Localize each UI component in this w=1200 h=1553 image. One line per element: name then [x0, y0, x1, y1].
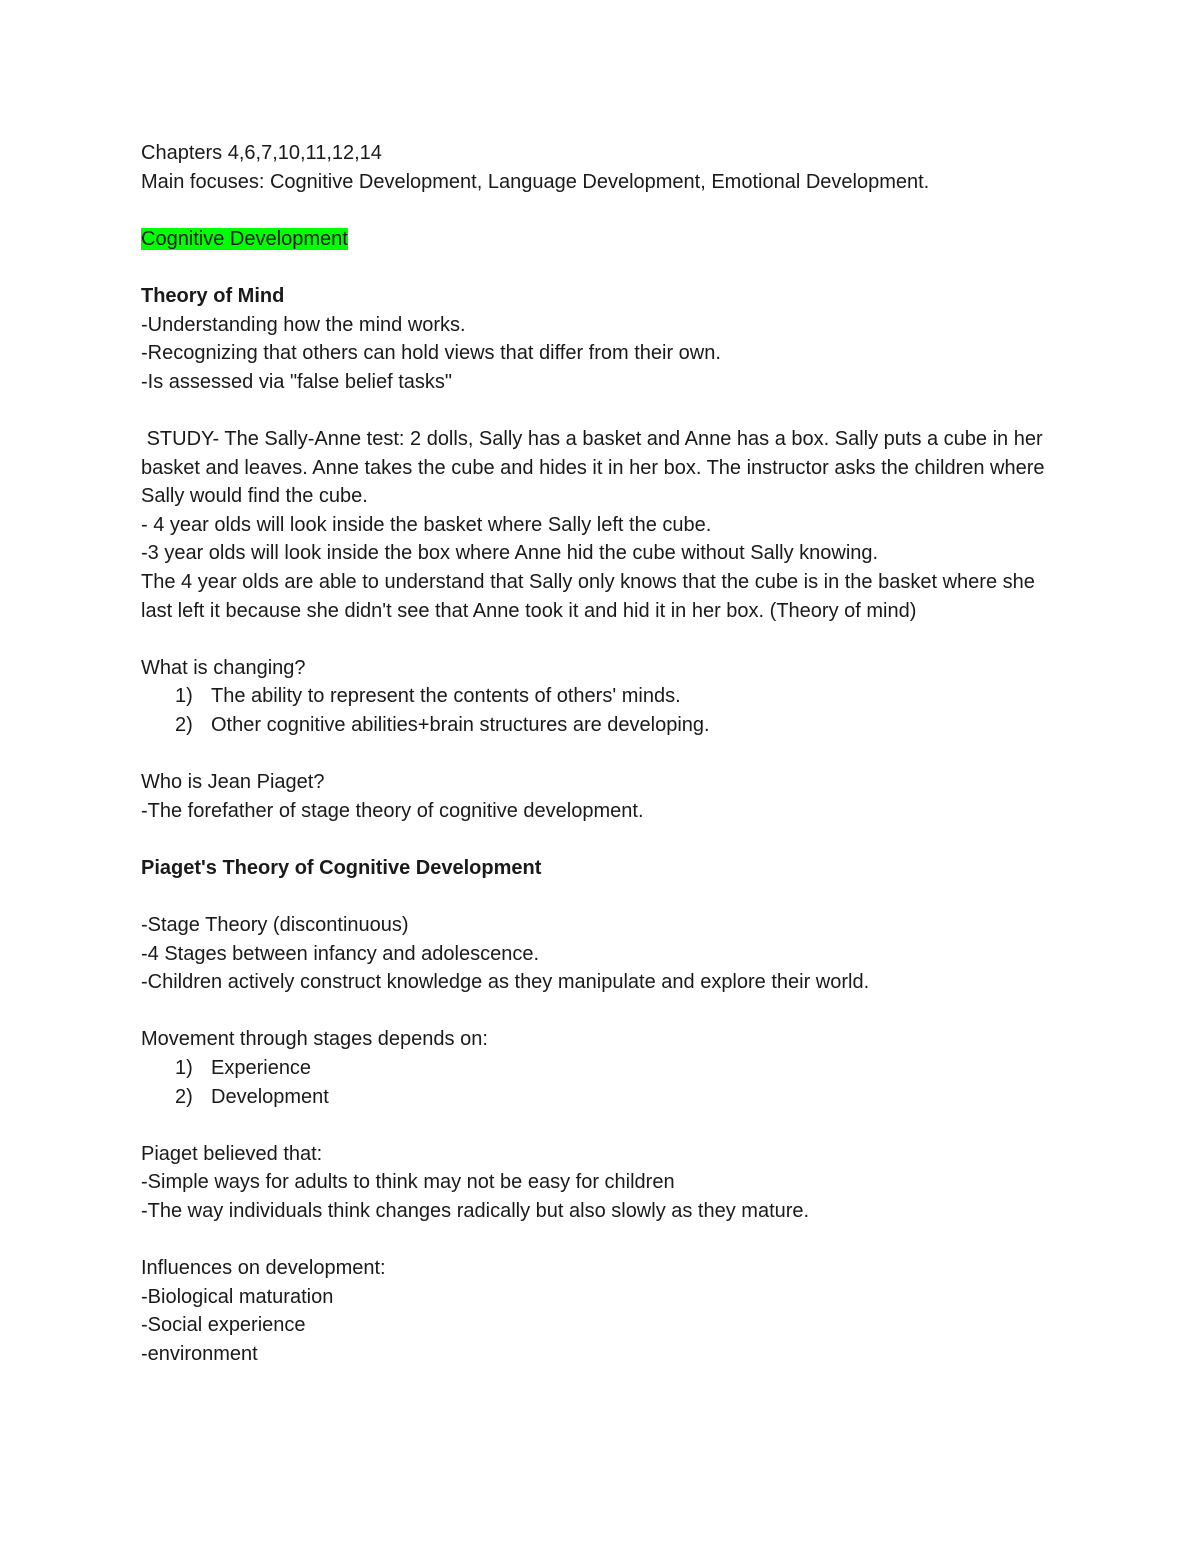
influence-point: -environment — [141, 1342, 258, 1365]
study-result: - 4 year olds will look inside the basket where Sally left the cube. — [141, 513, 712, 536]
beliefs-intro: Piaget believed that: — [141, 1142, 323, 1165]
numbered-item — [141, 711, 1071, 740]
item-number: 2) — [175, 1085, 193, 1108]
item-number: 2) — [175, 713, 193, 736]
spacer — [141, 396, 1071, 425]
theory-of-mind-heading: Theory of Mind — [141, 284, 285, 307]
tom-point: -Recognizing that others can hold views that differ from their own. — [141, 342, 721, 365]
item-text: Development — [211, 1085, 329, 1108]
numbered-item — [141, 682, 1071, 711]
spacer — [141, 196, 1071, 225]
item-number: 1) — [175, 685, 193, 708]
belief-point: -Simple ways for adults to think may not be easy for children — [141, 1171, 675, 1194]
spacer — [141, 997, 1071, 1026]
spacer — [141, 825, 1071, 854]
tom-point: -Is assessed via "false belief tasks" — [141, 370, 452, 393]
piaget-theory-heading: Piaget's Theory of Cognitive Development — [141, 856, 542, 879]
influence-point: -Biological maturation — [141, 1285, 334, 1308]
item-number: 1) — [175, 1057, 193, 1079]
spacer — [141, 739, 1071, 768]
piaget-answer: -The forefather of stage theory of cognitive development. — [141, 799, 644, 822]
movement-intro: Movement through stages depends on: — [141, 1028, 488, 1051]
main-focuses-line: Main focuses: Cognitive Development, Language Development, Emotional Development. — [141, 170, 930, 193]
item-text: Experience — [211, 1057, 312, 1079]
influence-point: -Social experience — [141, 1314, 306, 1337]
section-title-highlight: Cognitive Development — [141, 227, 348, 250]
sally-anne-study: STUDY- The Sally-Anne test: 2 dolls, Sally has a basket and Anne has a box. Sally puts a cube in her basket and leaves. Anne takes the cube and hides it in her box. The instructor asks the children where Sally would find the cube. — [141, 427, 1051, 508]
study-conclusion: The 4 year olds are able to understand that Sally only knows that the cube is in the basket where she last left it because she didn't see that Anne took it and hid it in her box. (Theory of mind) — [141, 570, 1041, 622]
document-page — [141, 139, 1071, 1369]
item-text: Other cognitive abilities+brain structures are developing. — [211, 713, 710, 736]
spacer — [141, 882, 1071, 911]
numbered-item — [141, 1054, 1071, 1083]
tom-point: -Understanding how the mind works. — [141, 313, 466, 336]
study-result: -3 year olds will look inside the box where Anne hid the cube without Sally knowing. — [141, 542, 879, 565]
spacer — [141, 253, 1071, 282]
chapters-line: Chapters 4,6,7,10,11,12,14 — [141, 142, 382, 164]
item-text: The ability to represent the contents of others' minds. — [211, 685, 681, 708]
piaget-point: -4 Stages between infancy and adolescence. — [141, 942, 540, 965]
piaget-point: -Stage Theory (discontinuous) — [141, 914, 409, 937]
piaget-point: -Children actively construct knowledge as they manipulate and explore their world. — [141, 971, 870, 994]
changing-question: What is changing? — [141, 656, 306, 679]
spacer — [141, 625, 1071, 654]
numbered-item — [141, 1083, 1071, 1112]
belief-point: -The way individuals think changes radically but also slowly as they mature. — [141, 1199, 810, 1222]
piaget-question: Who is Jean Piaget? — [141, 771, 325, 794]
spacer — [141, 1111, 1071, 1140]
influences-intro: Influences on development: — [141, 1257, 386, 1280]
spacer — [141, 1226, 1071, 1255]
